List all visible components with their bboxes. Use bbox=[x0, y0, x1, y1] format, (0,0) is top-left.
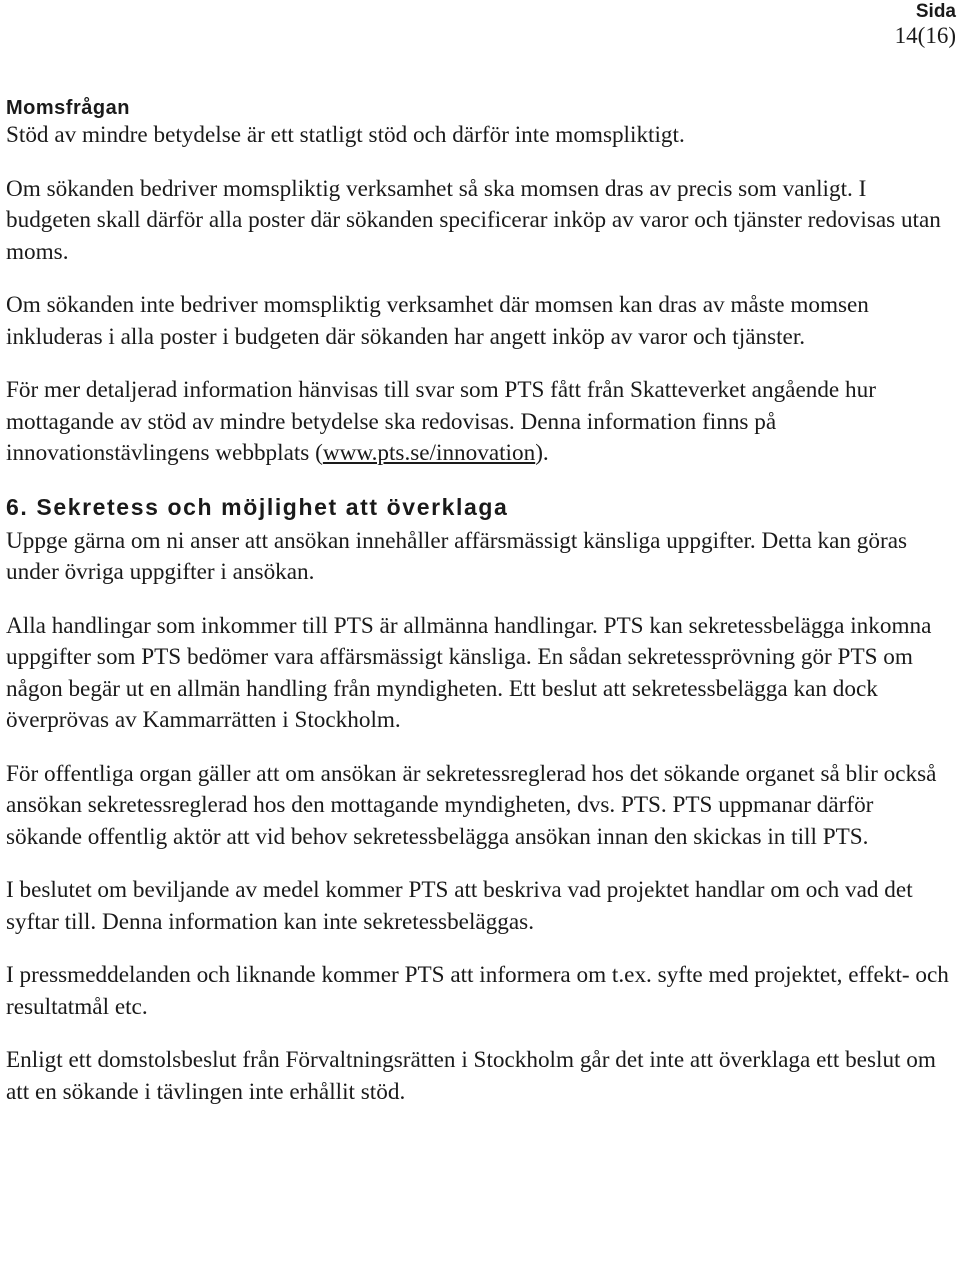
section-6-paragraph-5: I pressmeddelanden och liknande kommer PTS att informera om t.ex. syfte med projektet, effekt- och resultatmål etc. bbox=[6, 962, 949, 1020]
page-header bbox=[895, 0, 956, 49]
page-label: Sida bbox=[915, 1, 956, 22]
page-number: 14(16) bbox=[894, 23, 956, 48]
momsfragan-paragraph-3: Om sökanden inte bedriver momspliktig verksamhet där momsen kan dras av måste momsen inkluderas i alla poster i budgeten där sökanden har angett inköp av varor och tjänster. bbox=[6, 292, 869, 350]
section-6-paragraph-3: För offentliga organ gäller att om ansökan är sekretessreglerad hos det sökande organet så blir också ansökan sekretessreglerad hos den mottagande myndigheten, dvs. PTS. PTS uppmanar därför sökande offentlig aktör att vid behov sekretessbelägga ansökan innan den skickas in till PTS. bbox=[6, 760, 937, 850]
momsfragan-paragraph-4-text: För mer detaljerad information hänvisas till svar som PTS fått från Skatteverket angående hur mottagande av stöd av mindre betydelse ska redovisas. Denna information finns på innovationstävlingens webbplats ( bbox=[6, 377, 876, 466]
innovation-website-link[interactable]: www.pts.se/innovation bbox=[322, 440, 536, 466]
momsfragan-paragraph-1: Stöd av mindre betydelse är ett statligt stöd och därför inte momspliktigt. bbox=[6, 122, 685, 148]
momsfragan-paragraph-4 bbox=[6, 375, 951, 470]
section-6-heading: 6. Sekretess och möjlighet att överklaga bbox=[6, 493, 509, 520]
section-6-paragraph-4: I beslutet om beviljande av medel kommer PTS att beskriva vad projektet handlar om och vad det syftar till. Denna information kan inte sekretessbeläggas. bbox=[6, 877, 913, 935]
section-6-paragraph-2: Alla handlingar som inkommer till PTS är allmänna handlingar. PTS kan sekretessbelägga inkomna uppgifter som PTS bedömer vara affärsmässigt känsliga. En sådan sekretessprövning gör PTS om någon begär ut en allmän handling från myndigheten. Ett beslut att sekretessbelägga kan dock överprövas av Kammarrätten i Stockholm. bbox=[6, 612, 932, 733]
section-6-paragraph-1: Uppge gärna om ni anser att ansökan innehåller affärsmässigt känsliga uppgifter. Detta kan göras under övriga uppgifter i ansökan. bbox=[6, 527, 908, 585]
document-body bbox=[6, 96, 951, 1130]
momsfragan-paragraph-4-end: ). bbox=[535, 440, 549, 466]
section-6-paragraph-6: Enligt ett domstolsbeslut från Förvaltningsrätten i Stockholm går det inte att överklaga ett beslut om att en sökande i tävlingen inte erhållit stöd. bbox=[6, 1047, 936, 1105]
momsfragan-heading: Momsfrågan bbox=[6, 97, 130, 119]
momsfragan-paragraph-2: Om sökanden bedriver momspliktig verksamhet så ska momsen dras av precis som vanligt. I budgeten skall därför alla poster där sökanden specificerar inköp av varor och tjänster redovisas utan moms. bbox=[6, 175, 941, 265]
